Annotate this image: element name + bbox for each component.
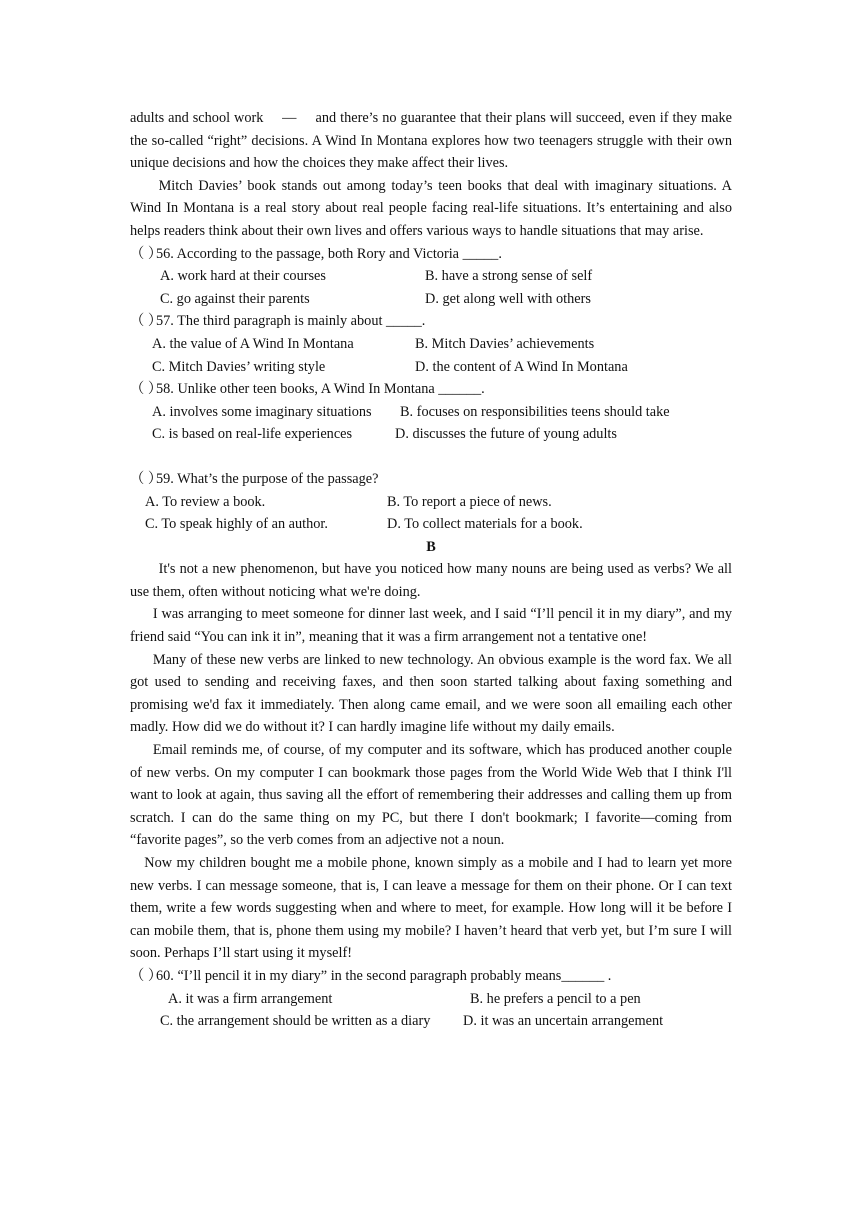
question-stem — [130, 468, 732, 491]
answer-blank[interactable]: （ ） — [130, 245, 163, 262]
question-stem — [130, 310, 732, 333]
passage-b-paragraph: It's not a new phenomenon, but have you noticed how many nouns are being used as verbs? We all use them, often without noticing what we're doing. — [130, 561, 732, 600]
passage-b-paragraph: Now my children bought me a mobile phone, known simply as a mobile and I had to learn yet more new verbs. I can message someone, that is, I can leave a message for them on their phone. Or I can text them, write a few words suggesting when and where to meet, for example. How long will it be before I can mobile them, that is, phone them using my mobile? I haven’t heard that verb yet, but I’m sure I will soon. Perhaps I’ll start using it myself! — [130, 855, 732, 962]
section-heading: B — [426, 538, 436, 555]
option-c: C. go against their parents — [160, 290, 310, 307]
passage-a-paragraph: adults and school work — and there’s no guarantee that their plans will succeed, even if they make the so-called “right” decisions. A Wind In Montana explores how two teenagers struggle with their own unique decisions and how the choices they make affect their lives. — [130, 110, 732, 172]
option-b: B. Mitch Davies’ achievements — [415, 335, 595, 352]
option-c: C. is based on real-life experiences — [152, 426, 353, 443]
option-b: B. To report a piece of news. — [387, 493, 552, 510]
option-a: A. To review a book. — [145, 493, 266, 510]
option-a: A. it was a firm arrangement — [168, 990, 333, 1007]
options-row — [130, 401, 732, 424]
options-row — [130, 491, 732, 514]
answer-blank[interactable]: （ ） — [130, 967, 163, 984]
option-b: B. have a strong sense of self — [425, 268, 593, 285]
option-a: A. the value of A Wind In Montana — [152, 335, 354, 352]
options-row — [130, 1010, 732, 1033]
options-row — [130, 988, 732, 1011]
page-content — [130, 107, 732, 1033]
options-row — [130, 513, 732, 536]
option-d: D. To collect materials for a book. — [387, 516, 583, 533]
passage-b-paragraph: Email reminds me, of course, of my computer and its software, which has produced another couple of new verbs. On my computer I can bookmark those pages from the World Wide Web that I think I'll want to look at again, thus saving all the effort of remembering their addresses and calling them up from scratch. I can do the same thing on my PC, but there I don't bookmark; I favorite—coming from “favorite pages”, so the verb comes from an adjective not a noun. — [130, 742, 732, 849]
options-row — [130, 333, 732, 356]
option-c: C. To speak highly of an author. — [145, 516, 328, 533]
option-c: C. the arrangement should be written as a diary — [160, 1013, 431, 1030]
question-text: 60. “I’ll pencil it in my diary” in the second paragraph probably means______ . — [156, 967, 612, 984]
option-d: D. get along well with others — [425, 290, 591, 307]
option-d: D. it was an uncertain arrangement — [463, 1013, 664, 1030]
passage-b-paragraph: Many of these new verbs are linked to new technology. An obvious example is the word fax. We all got used to sending and receiving faxes, and then soon started talking about faxing something and promising we'd fax it immediately. Then along came email, and we were soon all emailing each other madly. How did we do without it? I can hardly imagine life without my daily emails. — [130, 651, 732, 736]
option-d: D. the content of A Wind In Montana — [415, 358, 628, 375]
option-a: A. involves some imaginary situations — [152, 403, 372, 420]
option-b: B. he prefers a pencil to a pen — [470, 990, 641, 1007]
option-c: C. Mitch Davies’ writing style — [152, 358, 326, 375]
question-stem — [130, 243, 732, 266]
option-a: A. work hard at their courses — [160, 268, 326, 285]
options-row — [130, 288, 732, 311]
question-text: 58. Unlike other teen books, A Wind In Montana ______. — [156, 381, 485, 398]
question-text: 56. According to the passage, both Rory and Victoria _____. — [156, 245, 502, 262]
options-row — [130, 265, 732, 288]
question-stem — [130, 965, 732, 988]
option-b: B. focuses on responsibilities teens should take — [400, 403, 670, 420]
question-text: 59. What’s the purpose of the passage? — [156, 470, 379, 487]
answer-blank[interactable]: （ ） — [130, 313, 163, 330]
option-d: D. discusses the future of young adults — [395, 426, 617, 443]
passage-a-paragraph: Mitch Davies’ book stands out among today’s teen books that deal with imaginary situations. A Wind In Montana is a real story about real people facing real-life situations. It’s entertaining and also helps readers think about their own lives and offers various ways to handle situations that may arise. — [130, 177, 732, 239]
question-stem — [130, 378, 732, 401]
spacer — [130, 446, 732, 468]
answer-blank[interactable]: （ ） — [130, 470, 163, 487]
options-row — [130, 356, 732, 379]
passage-b-paragraph: I was arranging to meet someone for dinner last week, and I said “I’ll pencil it in my diary”, and my friend said “You can ink it in”, meaning that it was a firm arrangement not a tentative one! — [130, 606, 732, 646]
question-text: 57. The third paragraph is mainly about _____. — [156, 313, 426, 330]
answer-blank[interactable]: （ ） — [130, 381, 163, 398]
options-row — [130, 423, 732, 446]
